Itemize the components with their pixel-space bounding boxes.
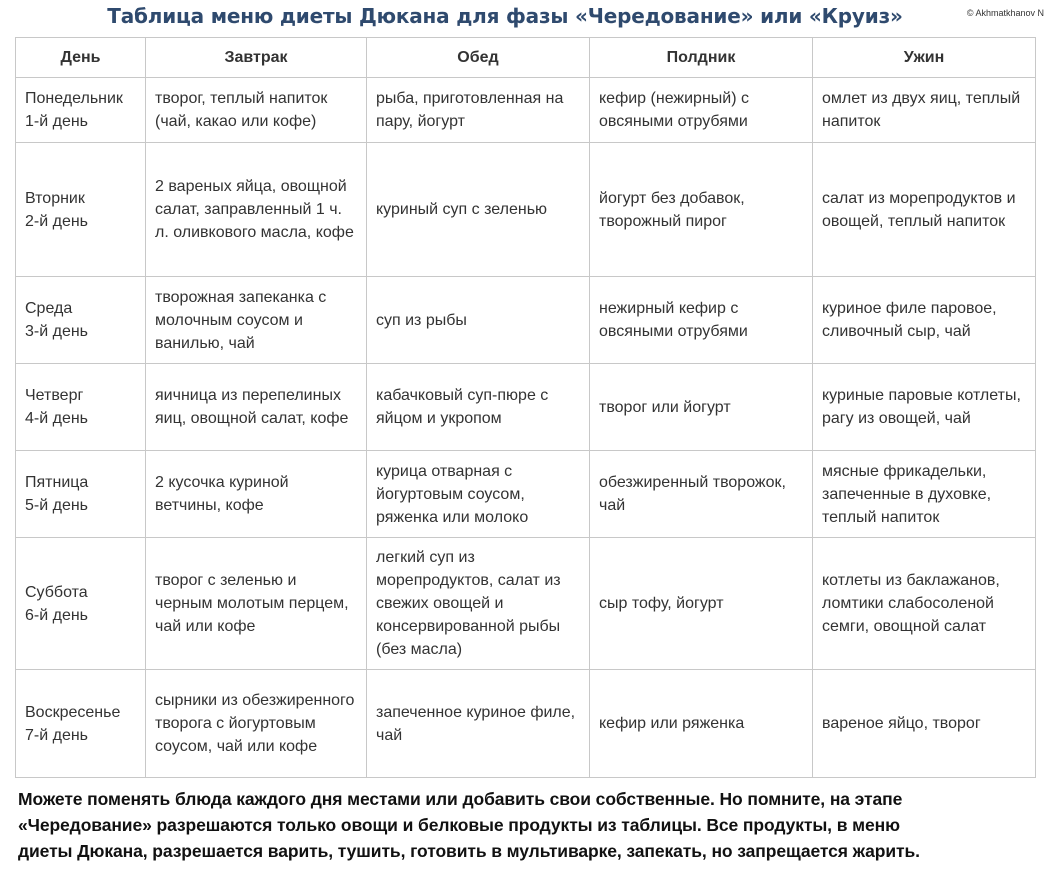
watermark-credit: © Akhmatkhanov N [966,8,1044,18]
day-number: 6-й день [25,606,89,624]
table-row [16,143,1036,277]
snack-cell: йогурт без добавок, творожный пирог [590,143,813,277]
day-name: Воскресенье [25,703,121,721]
table-row [16,538,1036,670]
table-header-row [16,38,1036,78]
day-name: Четверг [25,387,84,404]
dinner-cell: омлет из двух яиц, теплый напиток [813,78,1036,143]
breakfast-cell: 2 вареных яйца, овощной салат, заправленный 1 ч. л. оливкового масла, кофе [146,143,367,277]
day-name: Среда [25,300,73,317]
day-number: 2-й день [25,212,89,230]
day-cell [16,143,146,277]
lunch-cell: курица отварная с йогуртовым соусом, ряженка или молоко [367,451,590,538]
table-row [16,78,1036,143]
footer-line: Можете поменять блюда каждого дня местами или добавить свои собственные. Но помните, на этапе [18,789,903,809]
snack-cell: кефир или ряженка [590,670,813,778]
day-name: Вторник [25,189,85,207]
dinner-cell: котлеты из баклажанов, ломтики слабосоленой семги, овощной салат [813,538,1036,670]
footer-line: диеты Дюкана, разрешается варить, тушить, готовить в мультиварке, запекать, но запрещается жарить. [18,841,920,861]
day-number: 5-й день [25,497,89,514]
breakfast-cell: яичница из перепелиных яиц, овощной салат, кофе [146,364,367,451]
snack-cell: сыр тофу, йогурт [590,538,813,670]
day-number: 1-й день [25,113,89,130]
snack-cell: обезжиренный творожок, чай [590,451,813,538]
dinner-cell: куриное филе паровое, сливочный сыр, чай [813,277,1036,364]
snack-cell: кефир (нежирный) с овсяными отрубями [590,78,813,143]
table-row [16,451,1036,538]
day-cell [16,451,146,538]
day-cell [16,670,146,778]
snack-cell: нежирный кефир с овсяными отрубями [590,277,813,364]
header-lunch: Обед [367,38,590,78]
header-breakfast: Завтрак [146,38,367,78]
header-day: День [16,38,146,78]
table-row [16,364,1036,451]
day-number: 3-й день [25,323,89,340]
day-number: 7-й день [25,726,89,744]
snack-cell: творог или йогурт [590,364,813,451]
footer-note [18,786,1048,864]
day-name: Суббота [25,583,88,601]
lunch-cell: легкий суп из морепродуктов, салат из свежих овощей и консервированной рыбы (без масла) [367,538,590,670]
breakfast-cell: творожная запеканка с молочным соусом и ванилью, чай [146,277,367,364]
table-row [16,277,1036,364]
lunch-cell: кабачковый суп-пюре с яйцом и укропом [367,364,590,451]
lunch-cell: куриный суп с зеленью [367,143,590,277]
day-number: 4-й день [25,410,89,427]
dinner-cell: куриные паровые котлеты, рагу из овощей, чай [813,364,1036,451]
lunch-cell: рыба, приготовленная на пару, йогурт [367,78,590,143]
day-cell [16,364,146,451]
day-name: Понедельник [25,90,123,107]
breakfast-cell: 2 кусочка куриной ветчины, кофе [146,451,367,538]
diet-menu-table [15,37,1036,778]
table-row [16,670,1036,778]
footer-line: «Чередование» разрешаются только овощи и белковые продукты из таблицы. Все продукты, в меню [18,815,900,835]
header-snack: Полдник [590,38,813,78]
day-cell [16,277,146,364]
dinner-cell: мясные фрикадельки, запеченные в духовке, теплый напиток [813,451,1036,538]
breakfast-cell: творог с зеленью и черным молотым перцем, чай или кофе [146,538,367,670]
day-name: Пятница [25,474,89,491]
dinner-cell: вареное яйцо, творог [813,670,1036,778]
lunch-cell: суп из рыбы [367,277,590,364]
breakfast-cell: творог, теплый напиток (чай, какао или кофе) [146,78,367,143]
dinner-cell: салат из морепродуктов и овощей, теплый напиток [813,143,1036,277]
day-cell [16,78,146,143]
header-dinner: Ужин [813,38,1036,78]
lunch-cell: запеченное куриное филе, чай [367,670,590,778]
day-cell [16,538,146,670]
page-title: Таблица меню диеты Дюкана для фазы «Чередование» или «Круиз» [107,4,903,28]
breakfast-cell: сырники из обезжиренного творога с йогуртовым соусом, чай или кофе [146,670,367,778]
